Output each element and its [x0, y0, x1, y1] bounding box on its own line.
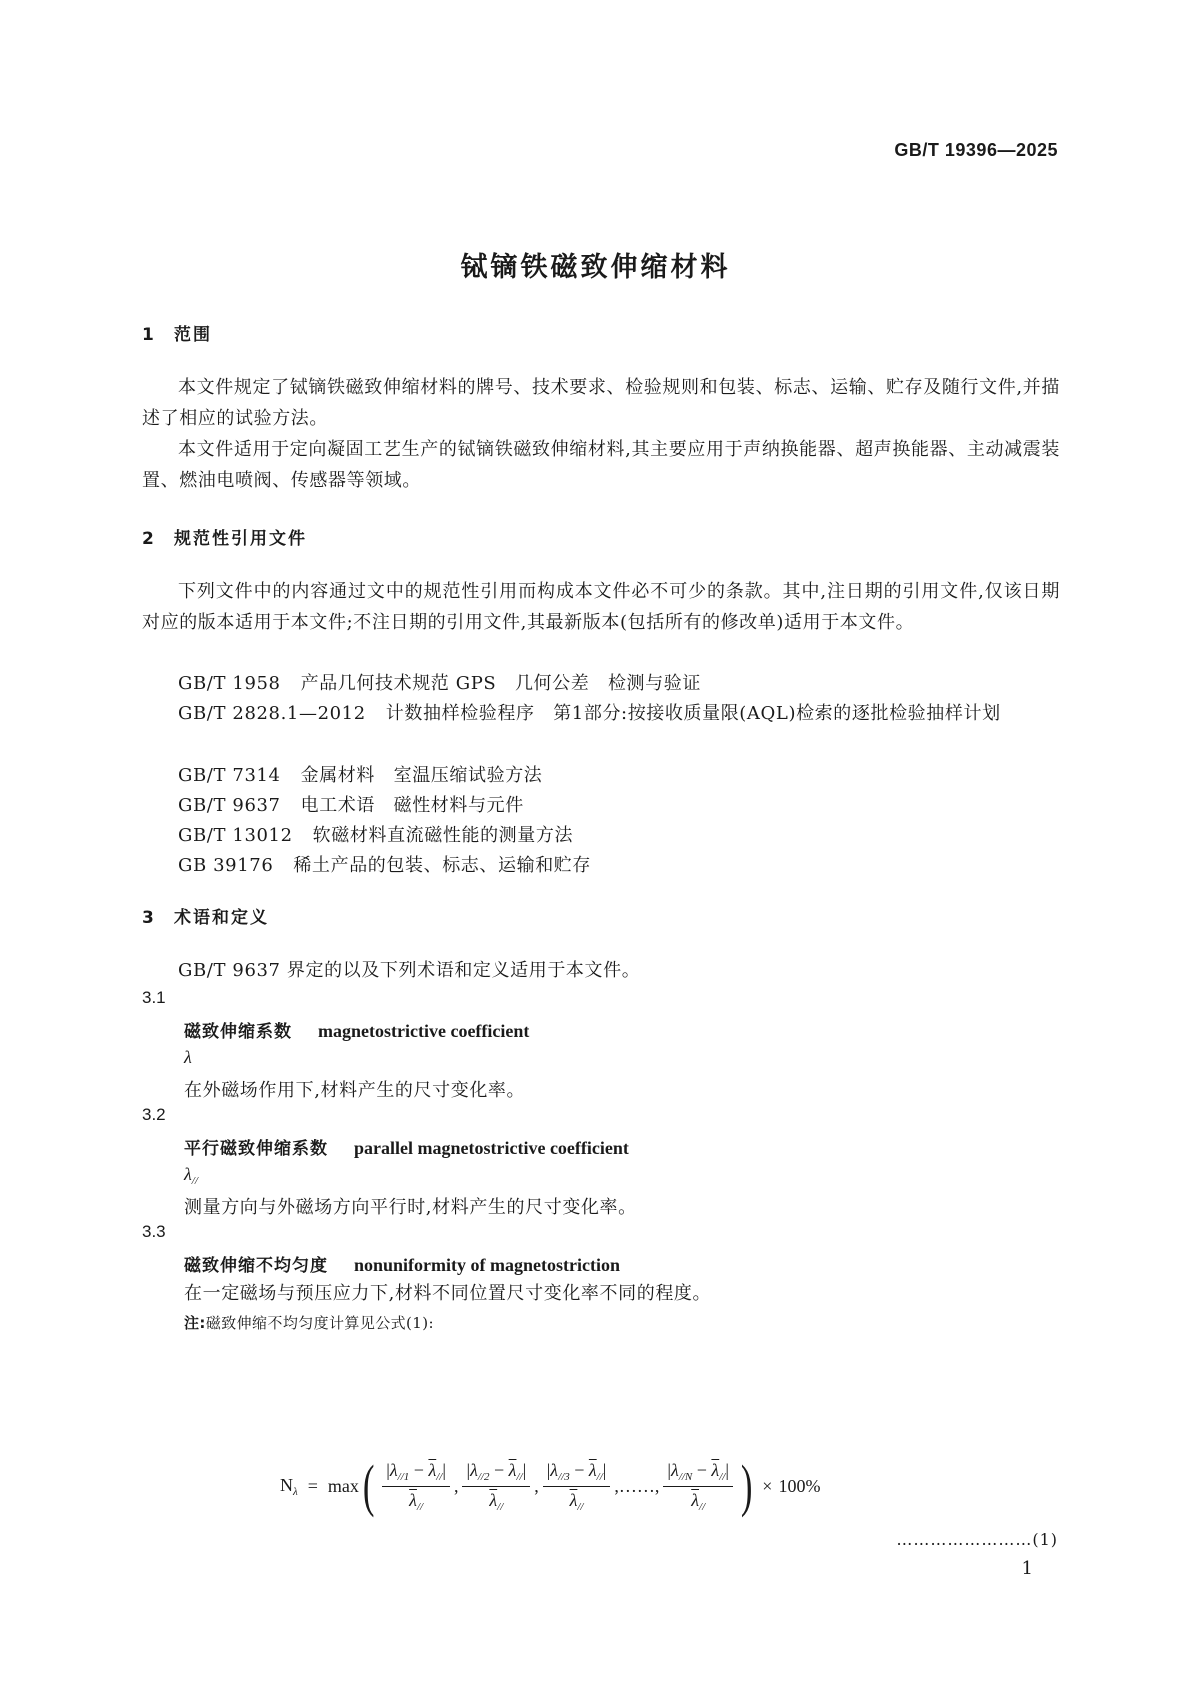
section-2-heading — [142, 524, 307, 549]
formula-comma: , — [453, 1475, 459, 1496]
section-title: 范围 — [174, 325, 212, 345]
section-title: 术语和定义 — [174, 908, 269, 928]
scope-paragraph-1: 本文件规定了铽镝铁磁致伸缩材料的牌号、技术要求、检验规则和包装、标志、运输、贮存及随行文件,并描述了相应的试验方法。 — [142, 377, 1060, 429]
reference-item — [142, 668, 1060, 699]
reference-title: 电工术语 磁性材料与元件 — [300, 795, 524, 816]
term-name-en: magnetostrictive coefficient — [318, 1021, 530, 1041]
reference-code: GB/T 1958 — [178, 673, 281, 694]
formula-comma: , — [614, 1475, 619, 1496]
terms-intro: GB/T 9637 界定的以及下列术语和定义适用于本文件。 — [178, 960, 641, 981]
reference-code: GB/T 7314 — [178, 765, 281, 786]
formula-max: max — [327, 1475, 359, 1496]
reference-title: 稀土产品的包装、标志、运输和贮存 — [293, 855, 591, 876]
reference-title: 产品几何技术规范 GPS 几何公差 检测与验证 — [300, 673, 701, 694]
term-name-en: parallel magnetostrictive coefficient — [354, 1138, 629, 1158]
document-title: 铽镝铁磁致伸缩材料 — [460, 252, 731, 283]
right-paren: ) — [740, 1453, 753, 1518]
section-1-heading — [142, 320, 212, 345]
section-title: 规范性引用文件 — [174, 529, 307, 549]
section-number: 1 — [142, 325, 154, 345]
formula-comma: , — [654, 1475, 660, 1496]
formula-times: × — [762, 1475, 773, 1496]
formula-comma: , — [534, 1475, 539, 1496]
term-number: 3.1 — [142, 988, 166, 1007]
term-definition: 在一定磁场与预压应力下,材料不同位置尺寸变化率不同的程度。 — [184, 1283, 712, 1304]
term-definition: 测量方向与外磁场方向平行时,材料产生的尺寸变化率。 — [184, 1197, 637, 1218]
left-paren: ( — [362, 1453, 375, 1518]
reference-title: 计数抽样检验程序 第1部分:按接收质量限(AQL)检索的逐批检验抽样计划 — [385, 703, 1001, 724]
section-number: 2 — [142, 529, 154, 549]
note-label: 注: — [184, 1314, 206, 1332]
term-name-zh: 磁致伸缩不均匀度 — [184, 1256, 328, 1276]
term-symbol: λ — [184, 1047, 192, 1067]
term-number: 3.2 — [142, 1105, 166, 1124]
formula-1 — [280, 1455, 820, 1517]
formula-fraction: $\frac{|\lambda_{//3} - \overline{\lambda}_{//}|}{\overline{\lambda}_{//}}$ — [543, 1460, 611, 1513]
scope-paragraph-2: 本文件适用于定向凝固工艺生产的铽镝铁磁致伸缩材料,其主要应用于声纳换能器、超声换能器、主动减震装置、燃油电喷阀、传感器等领域。 — [142, 439, 1060, 491]
reference-code: GB/T 9637 — [178, 795, 281, 816]
reference-item — [142, 760, 1060, 791]
formula-lhs: $N_\lambda$ — [280, 1474, 298, 1498]
term-name-zh: 磁致伸缩系数 — [184, 1022, 292, 1042]
section-number: 3 — [142, 908, 154, 928]
section-3-heading — [142, 903, 269, 928]
term-definition: 在外磁场作用下,材料产生的尺寸变化率。 — [184, 1080, 526, 1101]
reference-item — [142, 790, 1060, 821]
symbol-subscript: // — [191, 1175, 198, 1187]
formula-fraction: $\frac{|\lambda_{//1} - \overline{\lambda}_{//}|}{\overline{\lambda}_{//}}$ — [382, 1460, 450, 1513]
term-name — [184, 1017, 529, 1042]
equation-number: ……………………(1) — [896, 1530, 1058, 1549]
term-name — [184, 1134, 629, 1159]
reference-title: 软磁材料直流磁性能的测量方法 — [312, 825, 574, 846]
formula-equals: = — [307, 1475, 318, 1496]
references-intro: 下列文件中的内容通过文中的规范性引用而构成本文件必不可少的条款。其中,注日期的引用文件,仅该日期对应的版本适用于本文件;不注日期的引用文件,其最新版本(包括所有的修改单)适用于本文件。 — [142, 581, 1060, 633]
symbol-base: λ — [184, 1164, 192, 1184]
reference-item — [142, 820, 1060, 851]
reference-item — [142, 698, 1060, 729]
note — [184, 1312, 434, 1333]
formula-ellipsis: …… — [618, 1475, 655, 1496]
reference-item — [142, 850, 1060, 881]
formula-fraction: $\frac{|\lambda_{//N} - \overline{\lambda}_{//}|}{\overline{\lambda}_{//}}$ — [663, 1460, 733, 1513]
term-name — [184, 1251, 620, 1276]
term-symbol — [184, 1164, 198, 1187]
standard-number: GB/T 19396—2025 — [894, 140, 1058, 160]
formula-percent: 100% — [778, 1475, 821, 1496]
reference-code: GB/T 2828.1—2012 — [178, 703, 366, 724]
term-number: 3.3 — [142, 1222, 166, 1241]
reference-title: 金属材料 室温压缩试验方法 — [300, 765, 543, 786]
page-number: 1 — [1021, 1558, 1033, 1579]
reference-code: GB 39176 — [178, 855, 274, 876]
note-text: 磁致伸缩不均匀度计算见公式(1): — [205, 1314, 434, 1332]
term-name-en: nonuniformity of magnetostriction — [354, 1255, 620, 1275]
reference-code: GB/T 13012 — [178, 825, 293, 846]
formula-fraction: $\frac{|\lambda_{//2} - \overline{\lambda}_{//}|}{\overline{\lambda}_{//}}$ — [462, 1460, 530, 1513]
term-name-zh: 平行磁致伸缩系数 — [184, 1139, 328, 1159]
